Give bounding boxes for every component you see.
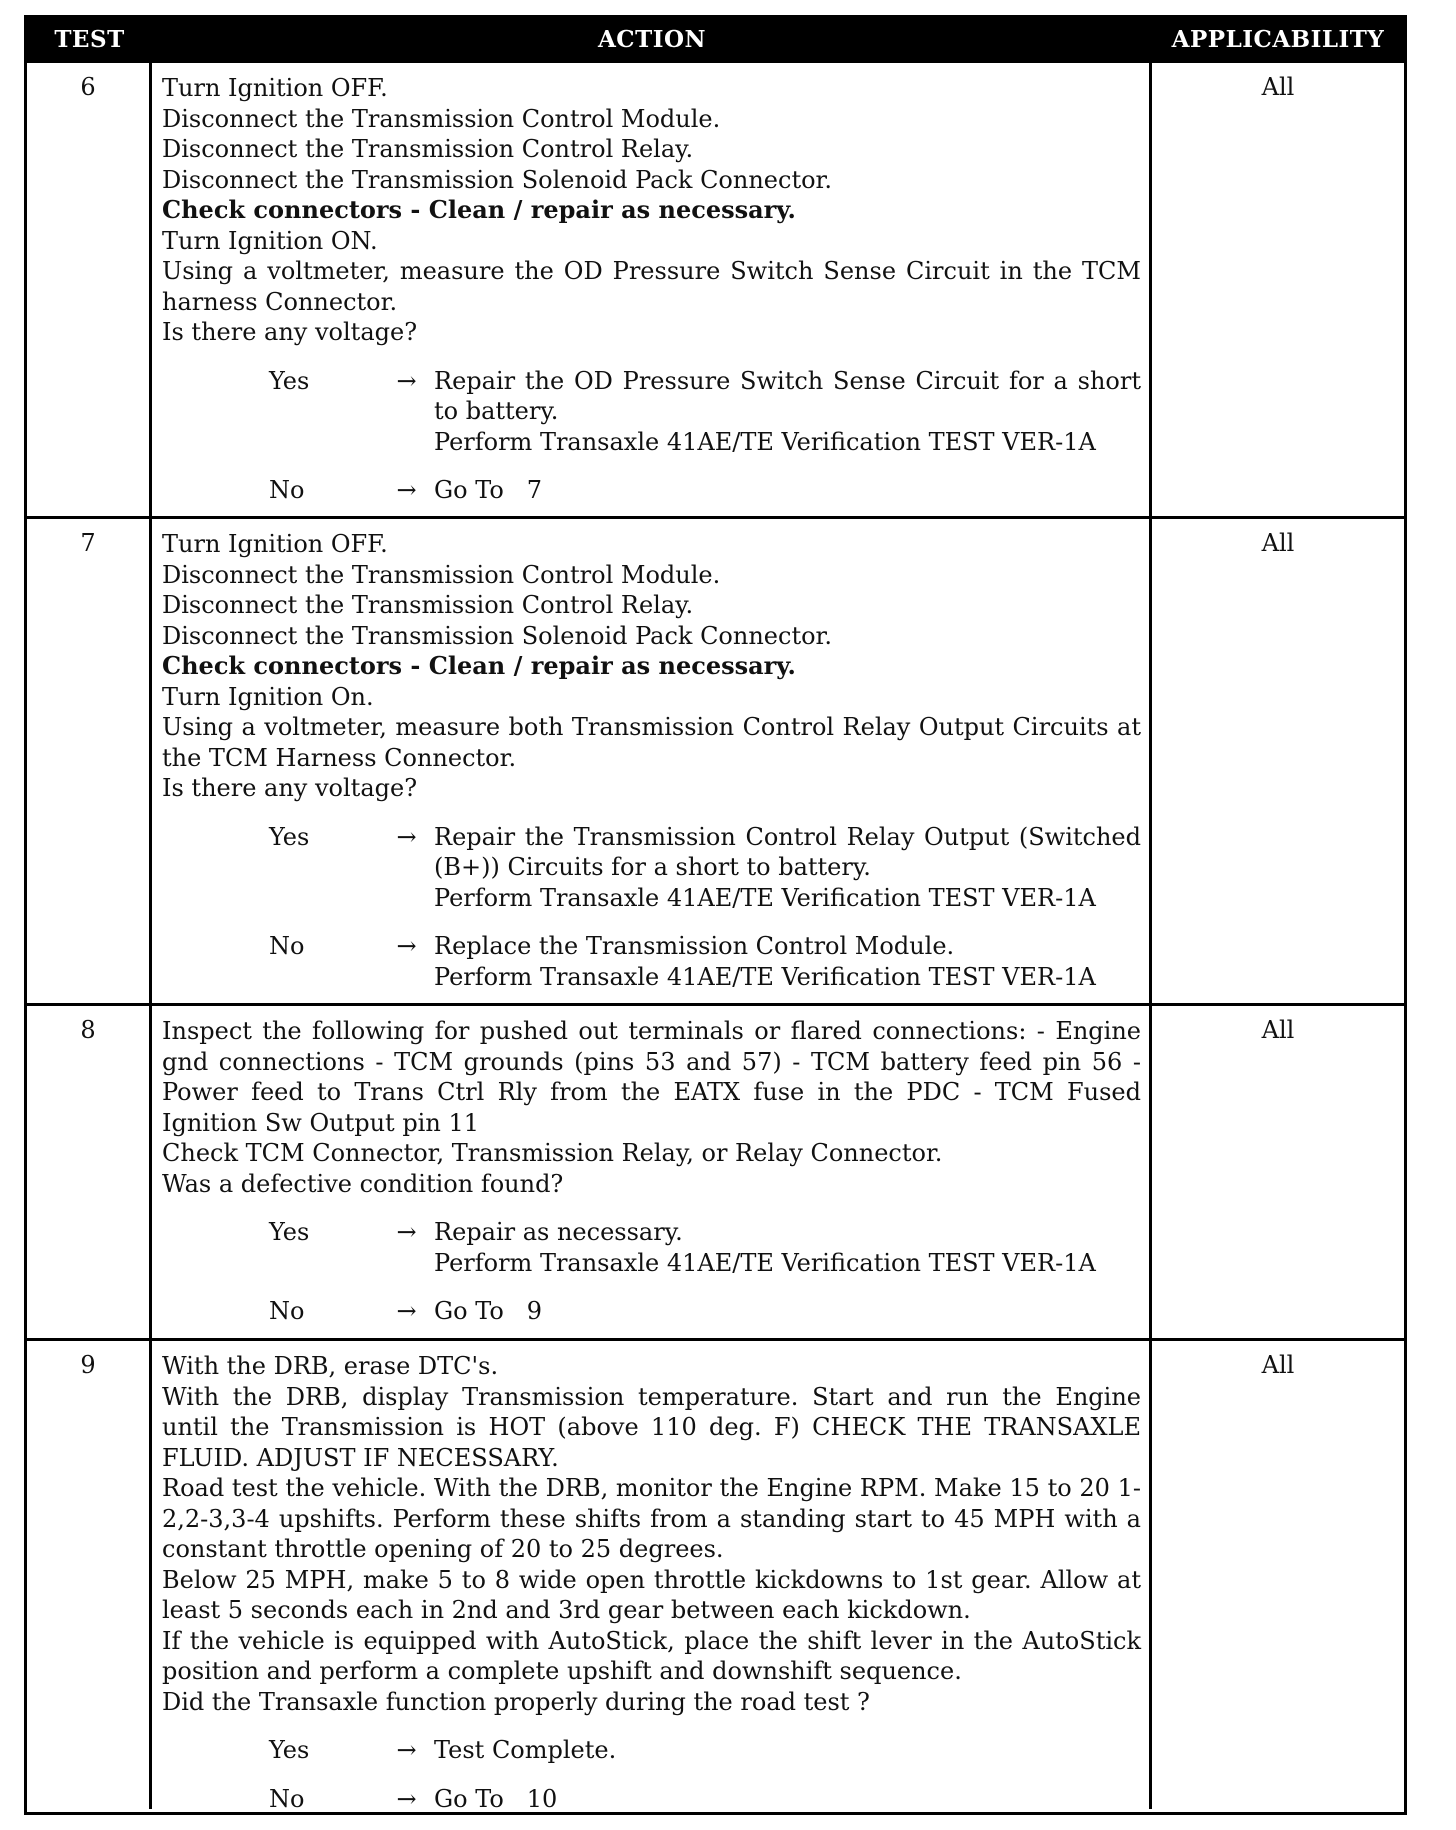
action-bold-line: Check connectors - Clean / repair as necessary. <box>162 651 796 680</box>
test-number: 8 <box>27 1006 152 1338</box>
yes-label: Yes <box>269 1736 310 1764</box>
action-line: Disconnect the Transmission Control Module. <box>162 560 721 589</box>
action-line: Turn Ignition OFF. <box>162 74 388 102</box>
header-test: TEST <box>54 25 125 53</box>
no-label: No <box>269 1297 305 1325</box>
action-line: Using a voltmeter, measure the OD Pressure Switch Sense Circuit in the TCM harness Connector. <box>162 257 1141 316</box>
arrow-icon: → <box>396 1218 417 1246</box>
no-result-line: Perform Transaxle 41AE/TE Verification TEST VER-1A <box>434 962 1096 991</box>
action-cell <box>152 1006 1152 1338</box>
no-label: No <box>269 932 305 960</box>
arrow-icon: → <box>396 932 417 960</box>
table-row <box>27 60 1404 516</box>
action-line: Using a voltmeter, measure both Transmission Control Relay Output Circuits at the TCM Harness Connector. <box>162 713 1141 772</box>
header-action: ACTION <box>597 25 707 53</box>
applicability-cell: All <box>1261 1016 1295 1044</box>
test-number: 9 <box>27 1341 152 1809</box>
action-line: With the DRB, erase DTC's. <box>162 1352 499 1380</box>
no-result <box>434 1296 1141 1327</box>
table-row <box>27 1338 1404 1813</box>
yes-result-line: Perform Transaxle 41AE/TE Verification TEST VER-1A <box>434 427 1096 456</box>
action-line: Check TCM Connector, Transmission Relay, or Relay Connector. <box>162 1139 943 1167</box>
action-line: Disconnect the Transmission Solenoid Pack Connector. <box>162 621 832 650</box>
no-result-line: Go To 7 <box>434 476 542 504</box>
no-answer <box>162 1784 1141 1815</box>
test-table <box>24 15 1407 1815</box>
no-result-line: Replace the Transmission Control Module. <box>434 932 955 960</box>
yes-result <box>434 1217 1141 1278</box>
applicability-cell: All <box>1261 1351 1295 1379</box>
arrow-icon: → <box>396 366 417 395</box>
arrow-icon: → <box>396 1736 417 1764</box>
action-line: Disconnect the Transmission Control Relay. <box>162 135 694 163</box>
header-applicability: APPLICABILITY <box>1171 25 1385 53</box>
action-line: Disconnect the Transmission Control Relay. <box>162 591 694 619</box>
yes-label: Yes <box>269 366 310 395</box>
action-line: Is there any voltage? <box>162 774 418 802</box>
arrow-icon: → <box>396 476 417 504</box>
yes-result <box>434 822 1141 914</box>
test-number: 6 <box>27 63 152 516</box>
yes-result <box>434 1735 1141 1766</box>
no-result-line: Go To 9 <box>434 1297 542 1325</box>
action-line: Turn Ignition On. <box>162 682 374 711</box>
yes-result-line: Repair the OD Pressure Switch Sense Circuit for a short to battery. <box>434 366 1141 425</box>
yes-answer <box>162 1217 1141 1278</box>
no-result <box>434 931 1141 992</box>
action-line: Turn Ignition ON. <box>162 226 378 255</box>
table-row <box>27 516 1404 1003</box>
yes-label: Yes <box>269 1218 310 1246</box>
action-line: Disconnect the Transmission Control Module. <box>162 104 721 133</box>
no-label: No <box>269 476 305 504</box>
action-line: Disconnect the Transmission Solenoid Pack Connector. <box>162 165 832 194</box>
no-result <box>434 475 1141 506</box>
arrow-icon: → <box>396 822 417 851</box>
no-result-line: Go To 10 <box>434 1784 558 1813</box>
action-cell <box>152 519 1152 1003</box>
no-result <box>434 1784 1141 1815</box>
action-line: Was a defective condition found? <box>162 1169 564 1198</box>
table-row <box>27 1003 1404 1338</box>
yes-result <box>434 366 1141 458</box>
no-label: No <box>269 1784 305 1813</box>
table-header <box>27 18 1404 60</box>
no-answer <box>162 1296 1141 1327</box>
action-line: Did the Transaxle function properly during the road test ? <box>162 1687 870 1716</box>
test-number: 7 <box>27 519 152 1003</box>
action-line: Inspect the following for pushed out terminals or flared connections: - Engine gnd connections - TCM grounds (pins 53 and 57) - TCM battery feed pin 56 - Power feed to Trans Ctrl Rly from the EATX fuse in the PDC - TCM Fused Ignition Sw Output pin 11 <box>162 1017 1141 1137</box>
action-line: Is there any voltage? <box>162 318 418 346</box>
no-answer <box>162 475 1141 506</box>
yes-answer <box>162 822 1141 914</box>
no-answer <box>162 931 1141 992</box>
action-line: Road test the vehicle. With the DRB, monitor the Engine RPM. Make 15 to 20 1-2,2-3,3-4 upshifts. Perform these shifts from a standing start to 45 MPH with a constant throttle opening of 20 to 25 degrees. <box>162 1474 1141 1563</box>
action-line: With the DRB, display Transmission temperature. Start and run the Engine until the Transmission is HOT (above 110 deg. F) CHECK THE TRANSAXLE FLUID. ADJUST IF NECESSARY. <box>162 1382 1141 1472</box>
applicability-cell: All <box>1261 529 1295 557</box>
arrow-icon: → <box>396 1784 417 1813</box>
yes-result-line: Repair as necessary. <box>434 1218 683 1246</box>
yes-result-line: Test Complete. <box>434 1736 617 1764</box>
yes-result-line: Perform Transaxle 41AE/TE Verification TEST VER-1A <box>434 1248 1096 1277</box>
action-line: If the vehicle is equipped with AutoStick, place the shift lever in the AutoStick position and perform a complete upshift and downshift sequence. <box>162 1626 1141 1685</box>
action-cell <box>152 63 1152 516</box>
yes-answer <box>162 1735 1141 1766</box>
action-line: Below 25 MPH, make 5 to 8 wide open throttle kickdowns to 1st gear. Allow at least 5 seconds each in 2nd and 3rd gear between each kickdown. <box>162 1565 1141 1624</box>
yes-answer <box>162 366 1141 458</box>
applicability-cell: All <box>1261 73 1295 101</box>
action-line: Turn Ignition OFF. <box>162 530 388 558</box>
yes-label: Yes <box>269 822 310 851</box>
yes-result-line: Repair the Transmission Control Relay Output (Switched (B+)) Circuits for a short to battery. <box>434 822 1141 881</box>
action-cell <box>152 1341 1152 1813</box>
action-bold-line: Check connectors - Clean / repair as necessary. <box>162 195 796 224</box>
arrow-icon: → <box>396 1297 417 1325</box>
yes-result-line: Perform Transaxle 41AE/TE Verification TEST VER-1A <box>434 883 1096 912</box>
